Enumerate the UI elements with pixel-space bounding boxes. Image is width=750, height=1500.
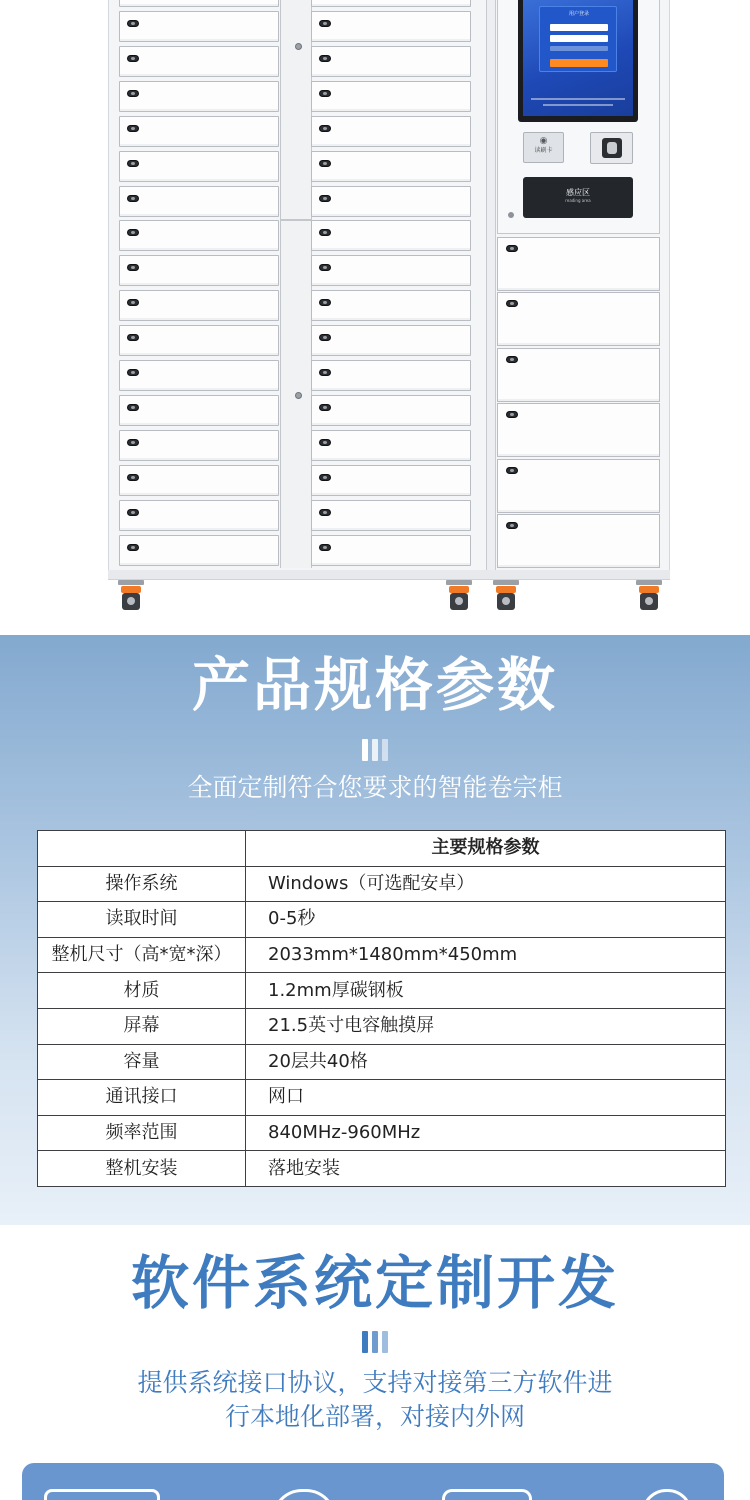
- spec-value: 落地安装: [246, 1151, 726, 1187]
- spec-value: 网口: [246, 1080, 726, 1116]
- door-split-line: [280, 219, 312, 221]
- locker-compartment: [119, 325, 279, 356]
- lock-icon: [127, 474, 139, 481]
- lock-icon: [319, 160, 331, 167]
- table-row: [38, 1044, 726, 1080]
- software-title: 软件系统定制开发: [130, 1249, 619, 1317]
- lock-icon: [319, 195, 331, 202]
- lock-icon: [319, 229, 331, 236]
- lock-icon: [319, 20, 331, 27]
- lock-icon: [127, 20, 139, 27]
- lock-icon: [319, 439, 331, 446]
- lock-icon: [319, 509, 331, 516]
- spec-table: [37, 830, 726, 1187]
- large-locker-compartment: [497, 348, 660, 402]
- locker-compartment: [119, 186, 279, 217]
- lock-icon: [127, 264, 139, 271]
- lock-icon: [319, 334, 331, 341]
- spec-key: 容量: [38, 1044, 246, 1080]
- table-row: [38, 1151, 726, 1187]
- locker-compartment: [119, 500, 279, 531]
- globe-icon: [272, 1489, 336, 1500]
- lock-icon: [319, 369, 331, 376]
- lock-icon: [506, 467, 518, 474]
- lock-icon: [127, 229, 139, 236]
- spec-value: 1.2mm厚碳钢板: [246, 973, 726, 1009]
- table-row: [38, 1008, 726, 1044]
- lock-icon: [506, 522, 518, 529]
- sensing-zone-title: 感应区: [566, 188, 590, 197]
- door-knob-upper: [295, 43, 302, 50]
- lock-icon: [506, 245, 518, 252]
- spec-value: 20层共40格: [246, 1044, 726, 1080]
- spec-value: 21.5英寸电容触摸屏: [246, 1008, 726, 1044]
- locker-compartment: [311, 255, 471, 286]
- sensing-zone-subtitle: reading area: [565, 198, 591, 203]
- locker-compartment: [119, 0, 279, 7]
- touch-screen: [523, 0, 633, 116]
- locker-compartment: [119, 11, 279, 42]
- table-row: [38, 1115, 726, 1151]
- lock-icon: [127, 195, 139, 202]
- caster-wheel-2: [446, 580, 472, 612]
- locker-compartment: [119, 430, 279, 461]
- locker-compartment: [311, 220, 471, 251]
- spec-key: 屏幕: [38, 1008, 246, 1044]
- caster-wheel-1: [118, 580, 144, 612]
- locker-compartment: [119, 465, 279, 496]
- lock-icon: [127, 160, 139, 167]
- spec-value: 2033mm*1480mm*450mm: [246, 937, 726, 973]
- locker-compartment: [119, 116, 279, 147]
- lock-icon: [319, 55, 331, 62]
- large-locker-compartment: [497, 403, 660, 457]
- door-knob-lower: [295, 392, 302, 399]
- spec-key: 整机尺寸（高*宽*深）: [38, 937, 246, 973]
- lock-icon: [319, 125, 331, 132]
- username-field: [550, 24, 608, 31]
- locker-compartment: [311, 186, 471, 217]
- lock-icon: [319, 544, 331, 551]
- spec-key: 整机安装: [38, 1151, 246, 1187]
- locker-compartment: [119, 360, 279, 391]
- software-subtitle-line1: 提供系统接口协议，支持对接第三方软件进: [137, 1368, 613, 1397]
- login-card: [539, 6, 617, 72]
- large-locker-compartment: [497, 514, 660, 568]
- locker-compartment: [119, 220, 279, 251]
- lock-icon: [319, 299, 331, 306]
- spec-title: 产品规格参数: [191, 651, 558, 719]
- locker-compartment: [311, 81, 471, 112]
- lock-icon: [127, 439, 139, 446]
- fingerprint-icon: [602, 138, 622, 158]
- locker-compartment: [311, 325, 471, 356]
- terminal-screw: [508, 212, 514, 218]
- table-row: [38, 973, 726, 1009]
- lock-icon: [127, 509, 139, 516]
- lock-icon: [506, 300, 518, 307]
- locker-compartment: [311, 11, 471, 42]
- spec-header-empty-cell: [38, 831, 246, 867]
- center-door-seam: [280, 0, 312, 568]
- spec-table-header-row: [38, 831, 726, 867]
- lock-icon: [319, 264, 331, 271]
- feature-panel: [22, 1463, 724, 1500]
- fingerprint-scanner: [590, 132, 633, 164]
- decorative-bars-icon: [362, 739, 392, 761]
- lock-icon: [127, 334, 139, 341]
- locker-compartment: [311, 46, 471, 77]
- locker-compartment: [311, 151, 471, 182]
- spec-value: 840MHz-960MHz: [246, 1115, 726, 1151]
- locker-compartment: [119, 395, 279, 426]
- locker-compartment: [119, 151, 279, 182]
- cloud-icon: [642, 1489, 692, 1500]
- card-reader: [523, 132, 564, 163]
- caster-wheel-3: [493, 580, 519, 612]
- screen-footer-line: [531, 98, 625, 100]
- large-locker-compartment: [497, 459, 660, 513]
- decorative-bars-icon: [362, 1331, 392, 1353]
- locker-compartment: [311, 500, 471, 531]
- large-locker-compartment: [497, 237, 660, 291]
- locker-compartment: [311, 290, 471, 321]
- lock-icon: [127, 55, 139, 62]
- login-title: 用户登录: [568, 11, 589, 17]
- lock-icon: [319, 404, 331, 411]
- locker-compartment: [119, 290, 279, 321]
- software-section: [0, 1225, 750, 1500]
- spec-key: 通讯接口: [38, 1080, 246, 1116]
- locker-compartment: [311, 465, 471, 496]
- locker-compartment: [311, 116, 471, 147]
- cabinet-base: [108, 570, 670, 580]
- lock-icon: [127, 544, 139, 551]
- sensing-zone: [523, 177, 633, 218]
- cabinet-illustration: [0, 0, 750, 635]
- lock-icon: [127, 369, 139, 376]
- table-row: [38, 937, 726, 973]
- locker-compartment: [119, 81, 279, 112]
- lock-icon: [127, 90, 139, 97]
- lock-icon: [506, 356, 518, 363]
- lock-icon: [127, 404, 139, 411]
- side-divider: [486, 0, 496, 570]
- spec-key: 频率范围: [38, 1115, 246, 1151]
- locker-compartment: [311, 430, 471, 461]
- password-field: [550, 35, 608, 42]
- locker-compartment: [119, 255, 279, 286]
- table-row: [38, 902, 726, 938]
- screen-footer-line-2: [543, 104, 613, 106]
- caster-wheel-4: [636, 580, 662, 612]
- lock-icon: [506, 411, 518, 418]
- lock-icon: [127, 125, 139, 132]
- spec-value: Windows（可选配安卓）: [246, 866, 726, 902]
- spec-key: 材质: [38, 973, 246, 1009]
- spec-section: [0, 635, 750, 1225]
- monitor-icon: [44, 1489, 160, 1500]
- spec-key: 读取时间: [38, 902, 246, 938]
- locker-compartment: [311, 535, 471, 566]
- locker-compartment: [311, 360, 471, 391]
- large-locker-compartment: [497, 292, 660, 346]
- spec-value: 0-5秒: [246, 902, 726, 938]
- spec-subtitle: 全面定制符合您要求的智能卷宗柜: [187, 773, 563, 802]
- spec-key: 操作系统: [38, 866, 246, 902]
- locker-compartment: [311, 0, 471, 7]
- locker-compartment: [119, 535, 279, 566]
- login-button: [550, 59, 608, 67]
- table-row: [38, 866, 726, 902]
- login-options: [550, 46, 608, 51]
- locker-compartment: [119, 46, 279, 77]
- server-icon: [442, 1489, 532, 1500]
- lock-icon: [127, 299, 139, 306]
- software-subtitle-line2: 行本地化部署，对接内外网: [224, 1402, 525, 1431]
- card-reader-label: 读刷卡: [534, 147, 553, 154]
- locker-compartment: [311, 395, 471, 426]
- lock-icon: [319, 474, 331, 481]
- lock-icon: [319, 90, 331, 97]
- card-reader-icon: ◉: [539, 136, 548, 146]
- spec-header-cell: 主要规格参数: [246, 831, 726, 867]
- table-row: [38, 1080, 726, 1116]
